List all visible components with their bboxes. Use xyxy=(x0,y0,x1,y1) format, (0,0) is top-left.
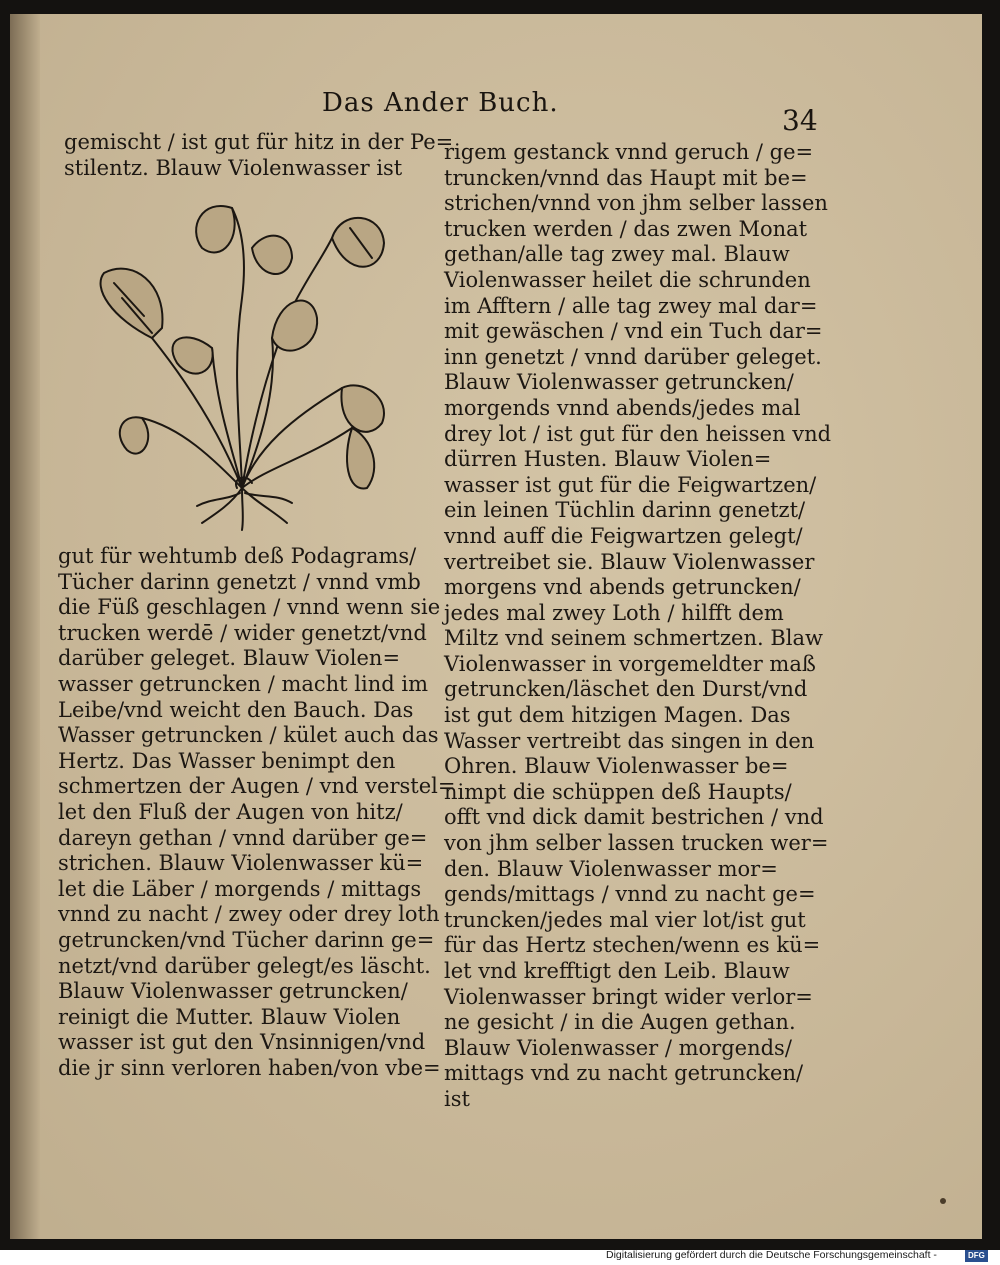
text-line: Blauw Violenwasser getruncken/ xyxy=(444,370,794,395)
text-line: Violenwasser bringt wider verlor= xyxy=(444,984,813,1009)
text-line: mittags vnd zu nacht getruncken/ xyxy=(444,1061,804,1086)
text-line: wasser getruncken / macht lind im xyxy=(58,671,428,696)
text-line: Blauw Violenwasser getruncken/ xyxy=(58,979,408,1004)
text-line: Blauw Violenwasser / morgends/ xyxy=(444,1035,792,1060)
left-column-bottom xyxy=(58,544,455,1081)
text-line: gethan/alle tag zwey mal. Blauw xyxy=(444,242,790,267)
text-line: Violenwasser in vorgemeldter maß xyxy=(444,651,816,676)
text-line: drey lot / ist gut für den heissen vnd xyxy=(444,421,832,446)
text-line: Tücher darinn genetzt / vnnd vmb xyxy=(58,569,421,594)
text-line: ne gesicht / in die Augen gethan. xyxy=(444,1010,796,1035)
digitization-credit: Digitalisierung gefördert durch die Deutsche Forschungsgemeinschaft - xyxy=(606,1249,937,1261)
text-line: strichen/vnnd von jhm selber lassen xyxy=(444,191,828,216)
left-column-top xyxy=(64,130,453,181)
text-line: gends/mittags / vnnd zu nacht ge= xyxy=(444,882,816,907)
text-line: gut für wehtumb deß Podagrams/ xyxy=(58,544,417,568)
text-line: schmertzen der Augen / vnd verstel= xyxy=(58,774,456,799)
text-line: morgens vnd abends getruncken/ xyxy=(444,575,801,600)
text-line: let vnd krefftigt den Leib. Blauw xyxy=(444,959,790,983)
text-line: ein leinen Tüchlin darinn genetzt/ xyxy=(444,498,806,523)
text-line: darüber geleget. Blauw Violen= xyxy=(58,646,401,671)
text-line: offt vnd dick damit bestrichen / vnd xyxy=(444,805,824,830)
text-line: netzt/vnd darüber gelegt/es läscht. xyxy=(58,953,431,978)
text-line: dareyn gethan / vnnd darüber ge= xyxy=(58,825,428,850)
text-line: reinigt die Mutter. Blauw Violen xyxy=(58,1004,401,1029)
text-line: Violenwasser heilet die schrunden xyxy=(444,267,811,292)
text-line: Ohren. Blauw Violenwasser be= xyxy=(444,754,789,779)
text-line: strichen. Blauw Violenwasser kü= xyxy=(58,851,424,876)
text-line: truncken/jedes mal vier lot/ist gut xyxy=(444,907,806,932)
text-line: morgends vnnd abends/jedes mal xyxy=(444,395,801,420)
violet-plant-woodcut-icon xyxy=(92,188,402,532)
text-line: truncken/vnnd das Haupt mit be= xyxy=(444,165,808,190)
dfg-logo: DFG xyxy=(965,1250,988,1262)
text-line: rigem gestanck vnnd geruch / ge= xyxy=(444,140,814,164)
right-column xyxy=(444,140,831,1113)
text-line: vertreibet sie. Blauw Violenwasser xyxy=(444,549,815,574)
text-line: die jr sinn verloren haben/von vbe= xyxy=(58,1055,441,1080)
text-line: mit gewäschen / vnd ein Tuch dar= xyxy=(444,319,823,344)
text-line: Wasser vertreibt das singen in den xyxy=(444,728,815,753)
text-line: nimpt die schüppen deß Haupts/ xyxy=(444,779,792,804)
text-line: von jhm selber lassen trucken wer= xyxy=(444,831,829,856)
text-line: vnnd auff die Feigwartzen gelegt/ xyxy=(444,523,803,548)
text-line: inn genetzt / vnnd darüber geleget. xyxy=(444,344,822,369)
text-line: wasser ist gut den Vnsinnigen/vnd xyxy=(58,1030,426,1055)
text-line: getruncken/vnd Tücher darinn ge= xyxy=(58,927,435,952)
running-head: Das Ander Buch. xyxy=(322,88,559,118)
text-line: getruncken/läschet den Durst/vnd xyxy=(444,677,808,702)
text-line: ist xyxy=(444,1086,470,1111)
text-line: trucken werdē / wider genetzt/vnd xyxy=(58,620,427,645)
text-line: wasser ist gut für die Feigwartzen/ xyxy=(444,472,817,497)
text-line: let die Läber / morgends / mittags xyxy=(58,876,422,901)
text-line: ist gut dem hitzigen Magen. Das xyxy=(444,703,791,728)
page-gutter-shadow xyxy=(10,14,40,1239)
text-line: im Afftern / alle tag zwey mal dar= xyxy=(444,293,818,318)
text-line: stilentz. Blauw Violenwasser ist xyxy=(64,155,403,180)
text-line: let den Fluß der Augen von hitz/ xyxy=(58,799,403,824)
page-spot xyxy=(940,1198,946,1204)
text-line: den. Blauw Violenwasser mor= xyxy=(444,856,778,881)
text-line: trucken werden / das zwen Monat xyxy=(444,216,808,241)
text-line: dürren Husten. Blauw Violen= xyxy=(444,447,772,472)
page-number: 34 xyxy=(782,104,818,137)
text-line: jedes mal zwey Loth / hilfft dem xyxy=(444,600,784,625)
text-line: vnnd zu nacht / zwey oder drey loth xyxy=(58,902,440,927)
text-line: gemischt / ist gut für hitz in der Pe= xyxy=(64,130,454,154)
text-line: Hertz. Das Wasser benimpt den xyxy=(58,748,396,773)
text-line: Wasser getruncken / kület auch das xyxy=(58,723,439,748)
text-line: Miltz vnd seinem schmertzen. Blaw xyxy=(444,626,823,651)
text-line: für das Hertz stechen/wenn es kü= xyxy=(444,933,821,958)
text-line: Leibe/vnd weicht den Bauch. Das xyxy=(58,697,414,722)
text-line: die Füß geschlagen / vnnd wenn sie xyxy=(58,595,441,620)
